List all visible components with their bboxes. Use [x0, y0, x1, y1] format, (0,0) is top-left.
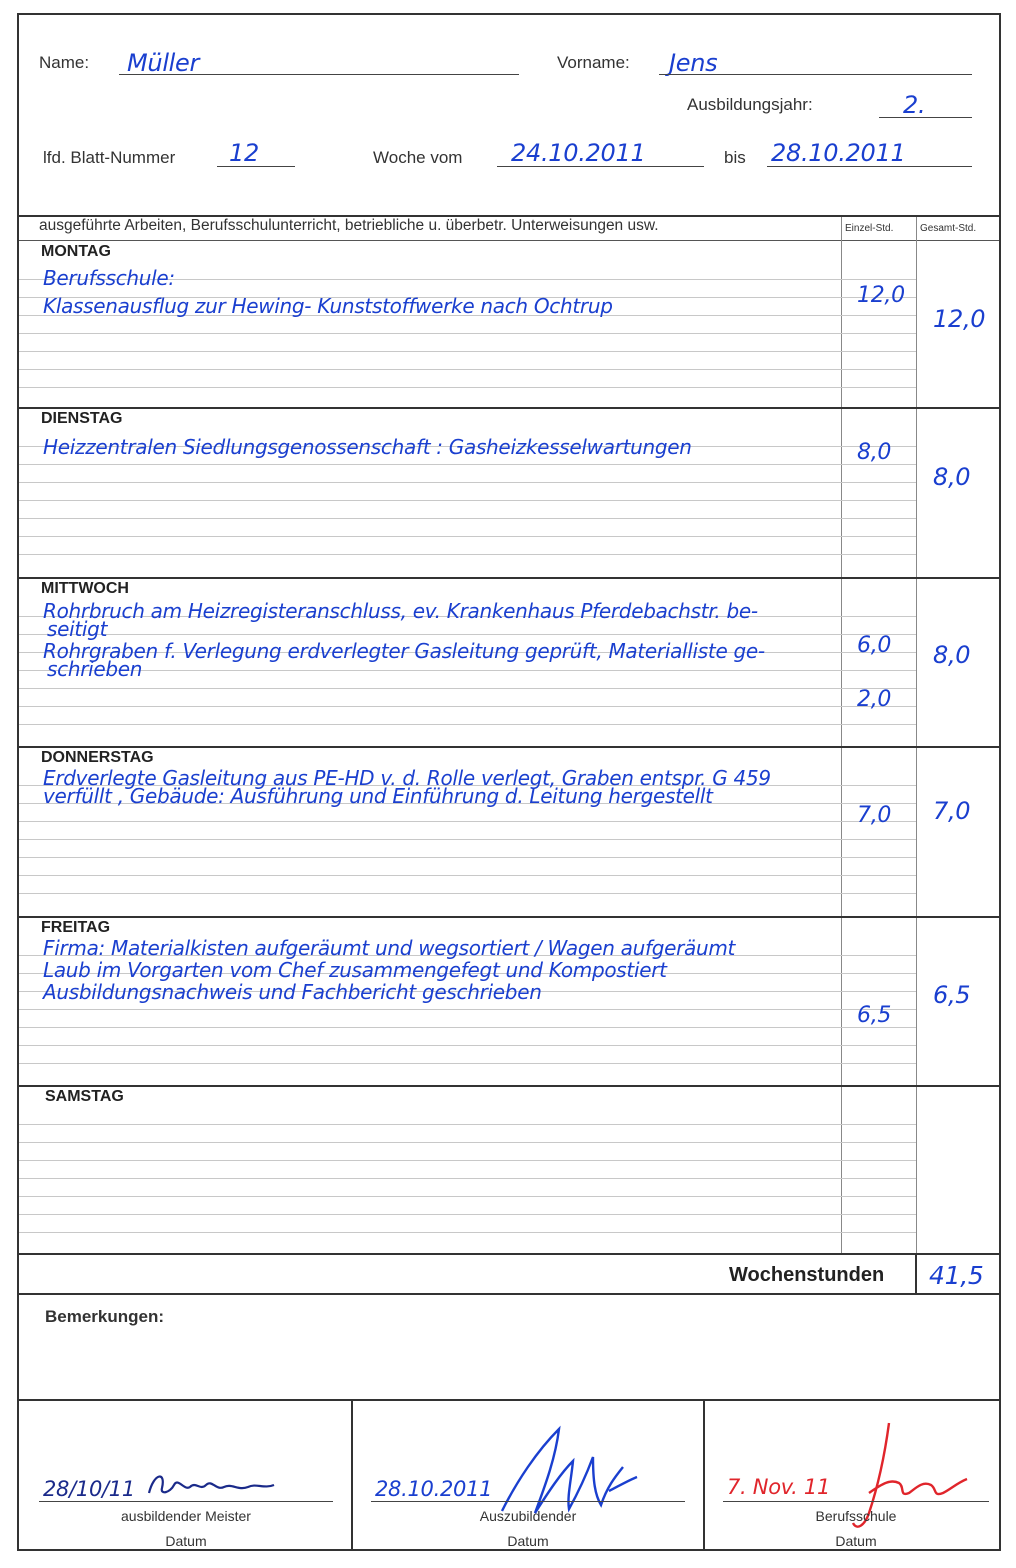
signature-divider-1 [351, 1399, 353, 1551]
azubi-date[interactable]: 28.10.2011 [375, 1477, 493, 1501]
ruled-line [19, 1063, 916, 1064]
day-name: MONTAG [41, 243, 111, 260]
bemerkungen-bottom-line [19, 1399, 999, 1401]
ruled-line [19, 464, 916, 465]
einzel-column-divider [841, 217, 842, 1253]
berufsschule-signature-line [723, 1501, 989, 1502]
vorname-value[interactable]: Jens [669, 49, 718, 77]
wochenstunden-value[interactable]: 41,5 [929, 1261, 984, 1290]
woche-label: Woche vom [373, 148, 463, 167]
ruled-line [19, 688, 916, 689]
blatt-nummer-underline [217, 166, 295, 167]
ruled-line [19, 1045, 916, 1046]
einzel-hours[interactable]: 2,0 [857, 687, 892, 712]
ruled-line [19, 634, 916, 635]
ruled-line [19, 893, 916, 894]
name-underline [119, 74, 519, 75]
gesamt-hours[interactable]: 7,0 [933, 797, 971, 825]
ruled-line [19, 1214, 916, 1215]
day-divider [19, 577, 999, 579]
gesamt-hours[interactable]: 8,0 [933, 641, 971, 669]
entry-line[interactable]: verfüllt , Gebäude: Ausführung und Einführung d. Leitung hergestellt [43, 784, 713, 808]
ruled-line [19, 536, 916, 537]
day-divider [19, 916, 999, 918]
ruled-line [19, 369, 916, 370]
wochenstunden-divider [915, 1253, 917, 1293]
vorname-label: Vorname: [557, 53, 630, 72]
einzel-hours[interactable]: 7,0 [857, 803, 892, 828]
gesamt-column-divider [916, 217, 917, 1253]
ruled-line [19, 1009, 916, 1010]
blatt-nummer-value[interactable]: 12 [229, 139, 259, 167]
woche-to-value[interactable]: 28.10.2011 [771, 139, 906, 167]
gesamt-column-header: Gesamt-Std. [920, 223, 977, 234]
entry-line[interactable]: Rohrgraben f. Verlegung erdverlegter Gasleitung geprüft, Materialliste ge- [43, 639, 765, 663]
ruled-line [19, 875, 916, 876]
azubi-signature-icon [497, 1421, 647, 1521]
ruled-line [19, 1142, 916, 1143]
day-name: SAMSTAG [45, 1088, 124, 1105]
name-label: Name: [39, 53, 90, 72]
gesamt-hours[interactable]: 12,0 [933, 305, 986, 333]
ruled-line [19, 706, 916, 707]
einzel-hours[interactable]: 12,0 [857, 283, 905, 308]
ruled-line [19, 839, 916, 840]
ausbildungsjahr-label: Ausbildungsjahr: [687, 95, 813, 114]
ruled-line [19, 821, 916, 822]
entry-line[interactable]: Berufsschule: [43, 266, 175, 290]
azubi-role-label: Auszubildender [479, 1508, 577, 1524]
einzel-column-header: Einzel-Std. [845, 223, 894, 234]
description-column-header: ausgeführte Arbeiten, Berufsschulunterricht, betriebliche u. überbetr. Unterweisungen usw. [39, 217, 659, 234]
gesamt-hours[interactable]: 8,0 [933, 463, 971, 491]
entry-line[interactable]: Firma: Materialkisten aufgeräumt und wegsortiert / Wagen aufgeräumt [43, 936, 736, 960]
ruled-line [19, 1196, 916, 1197]
ausbildungsjahr-underline [879, 117, 972, 118]
wochenstunden-bottom-line [19, 1293, 999, 1295]
entry-line[interactable]: Ausbildungsnachweis und Fachbericht geschrieben [43, 980, 542, 1004]
ruled-line [19, 482, 916, 483]
meister-signature-icon [144, 1463, 294, 1503]
meister-date[interactable]: 28/10/11 [43, 1477, 135, 1501]
ruled-line [19, 554, 916, 555]
ruled-line [19, 1232, 916, 1233]
day-name: DIENSTAG [41, 410, 123, 427]
ruled-line [19, 670, 916, 671]
day-divider [19, 407, 999, 409]
wochenstunden-label: Wochenstunden [729, 1264, 885, 1286]
einzel-hours[interactable]: 6,5 [857, 1003, 892, 1028]
vorname-underline [659, 74, 972, 75]
ruled-line [19, 1027, 916, 1028]
day-name: FREITAG [41, 919, 111, 936]
berufsschule-role-label: Berufsschule [815, 1508, 897, 1524]
ruled-line [19, 500, 916, 501]
ruled-line [19, 518, 916, 519]
day-divider [19, 746, 999, 748]
ruled-line [19, 857, 916, 858]
einzel-hours[interactable]: 6,0 [857, 633, 892, 658]
ruled-line [19, 724, 916, 725]
ausbildungsnachweis-form [17, 13, 1001, 1551]
woche-from-underline [497, 166, 704, 167]
ruled-line [19, 351, 916, 352]
wochenstunden-top-line [19, 1253, 999, 1255]
blatt-nummer-label: lfd. Blatt-Nummer [43, 148, 176, 167]
entry-line[interactable]: Laub im Vorgarten vom Chef zusammengefegt und Kompostiert [43, 958, 667, 982]
woche-from-value[interactable]: 24.10.2011 [511, 139, 646, 167]
meister-datum-label: Datum [165, 1533, 207, 1549]
ruled-line [19, 333, 916, 334]
entry-line[interactable]: Erdverlegte Gasleitung aus PE-HD v. d. Rolle verlegt, Graben entspr. G 459 [43, 766, 771, 790]
bis-label: bis [724, 148, 746, 167]
azubi-datum-label: Datum [507, 1533, 549, 1549]
day-name: DONNERSTAG [41, 749, 154, 766]
entry-line[interactable]: Heizzentralen Siedlungsgenossenschaft : Gasheizkesselwartungen [43, 435, 692, 459]
entry-line[interactable]: Klassenausflug zur Hewing- Kunststoffwerke nach Ochtrup [43, 294, 613, 318]
berufsschule-date[interactable]: 7. Nov. 11 [727, 1475, 831, 1499]
day-name: MITTWOCH [41, 580, 129, 597]
ruled-line [19, 1178, 916, 1179]
column-header-underline [19, 240, 999, 241]
ruled-line [19, 1124, 916, 1125]
bemerkungen-label: Bemerkungen: [45, 1307, 165, 1326]
berufsschule-datum-label: Datum [835, 1533, 877, 1549]
day-divider [19, 1085, 999, 1087]
ruled-line [19, 387, 916, 388]
meister-role-label: ausbildender Meister [121, 1508, 251, 1524]
einzel-hours[interactable]: 8,0 [857, 440, 892, 465]
woche-to-underline [767, 166, 972, 167]
signature-divider-2 [703, 1399, 705, 1551]
entry-line[interactable]: seitigt [47, 617, 108, 641]
name-value[interactable]: Müller [127, 49, 200, 77]
meister-signature-line [39, 1501, 333, 1502]
entry-line[interactable]: Rohrbruch am Heizregisteranschluss, ev. Krankenhaus Pferdebachstr. be- [43, 599, 758, 623]
entry-line[interactable]: schrieben [47, 657, 143, 681]
ruled-line [19, 1160, 916, 1161]
ausbildungsjahr-value[interactable]: 2. [903, 91, 926, 119]
gesamt-hours[interactable]: 6,5 [933, 981, 971, 1009]
azubi-signature-line [371, 1501, 685, 1502]
